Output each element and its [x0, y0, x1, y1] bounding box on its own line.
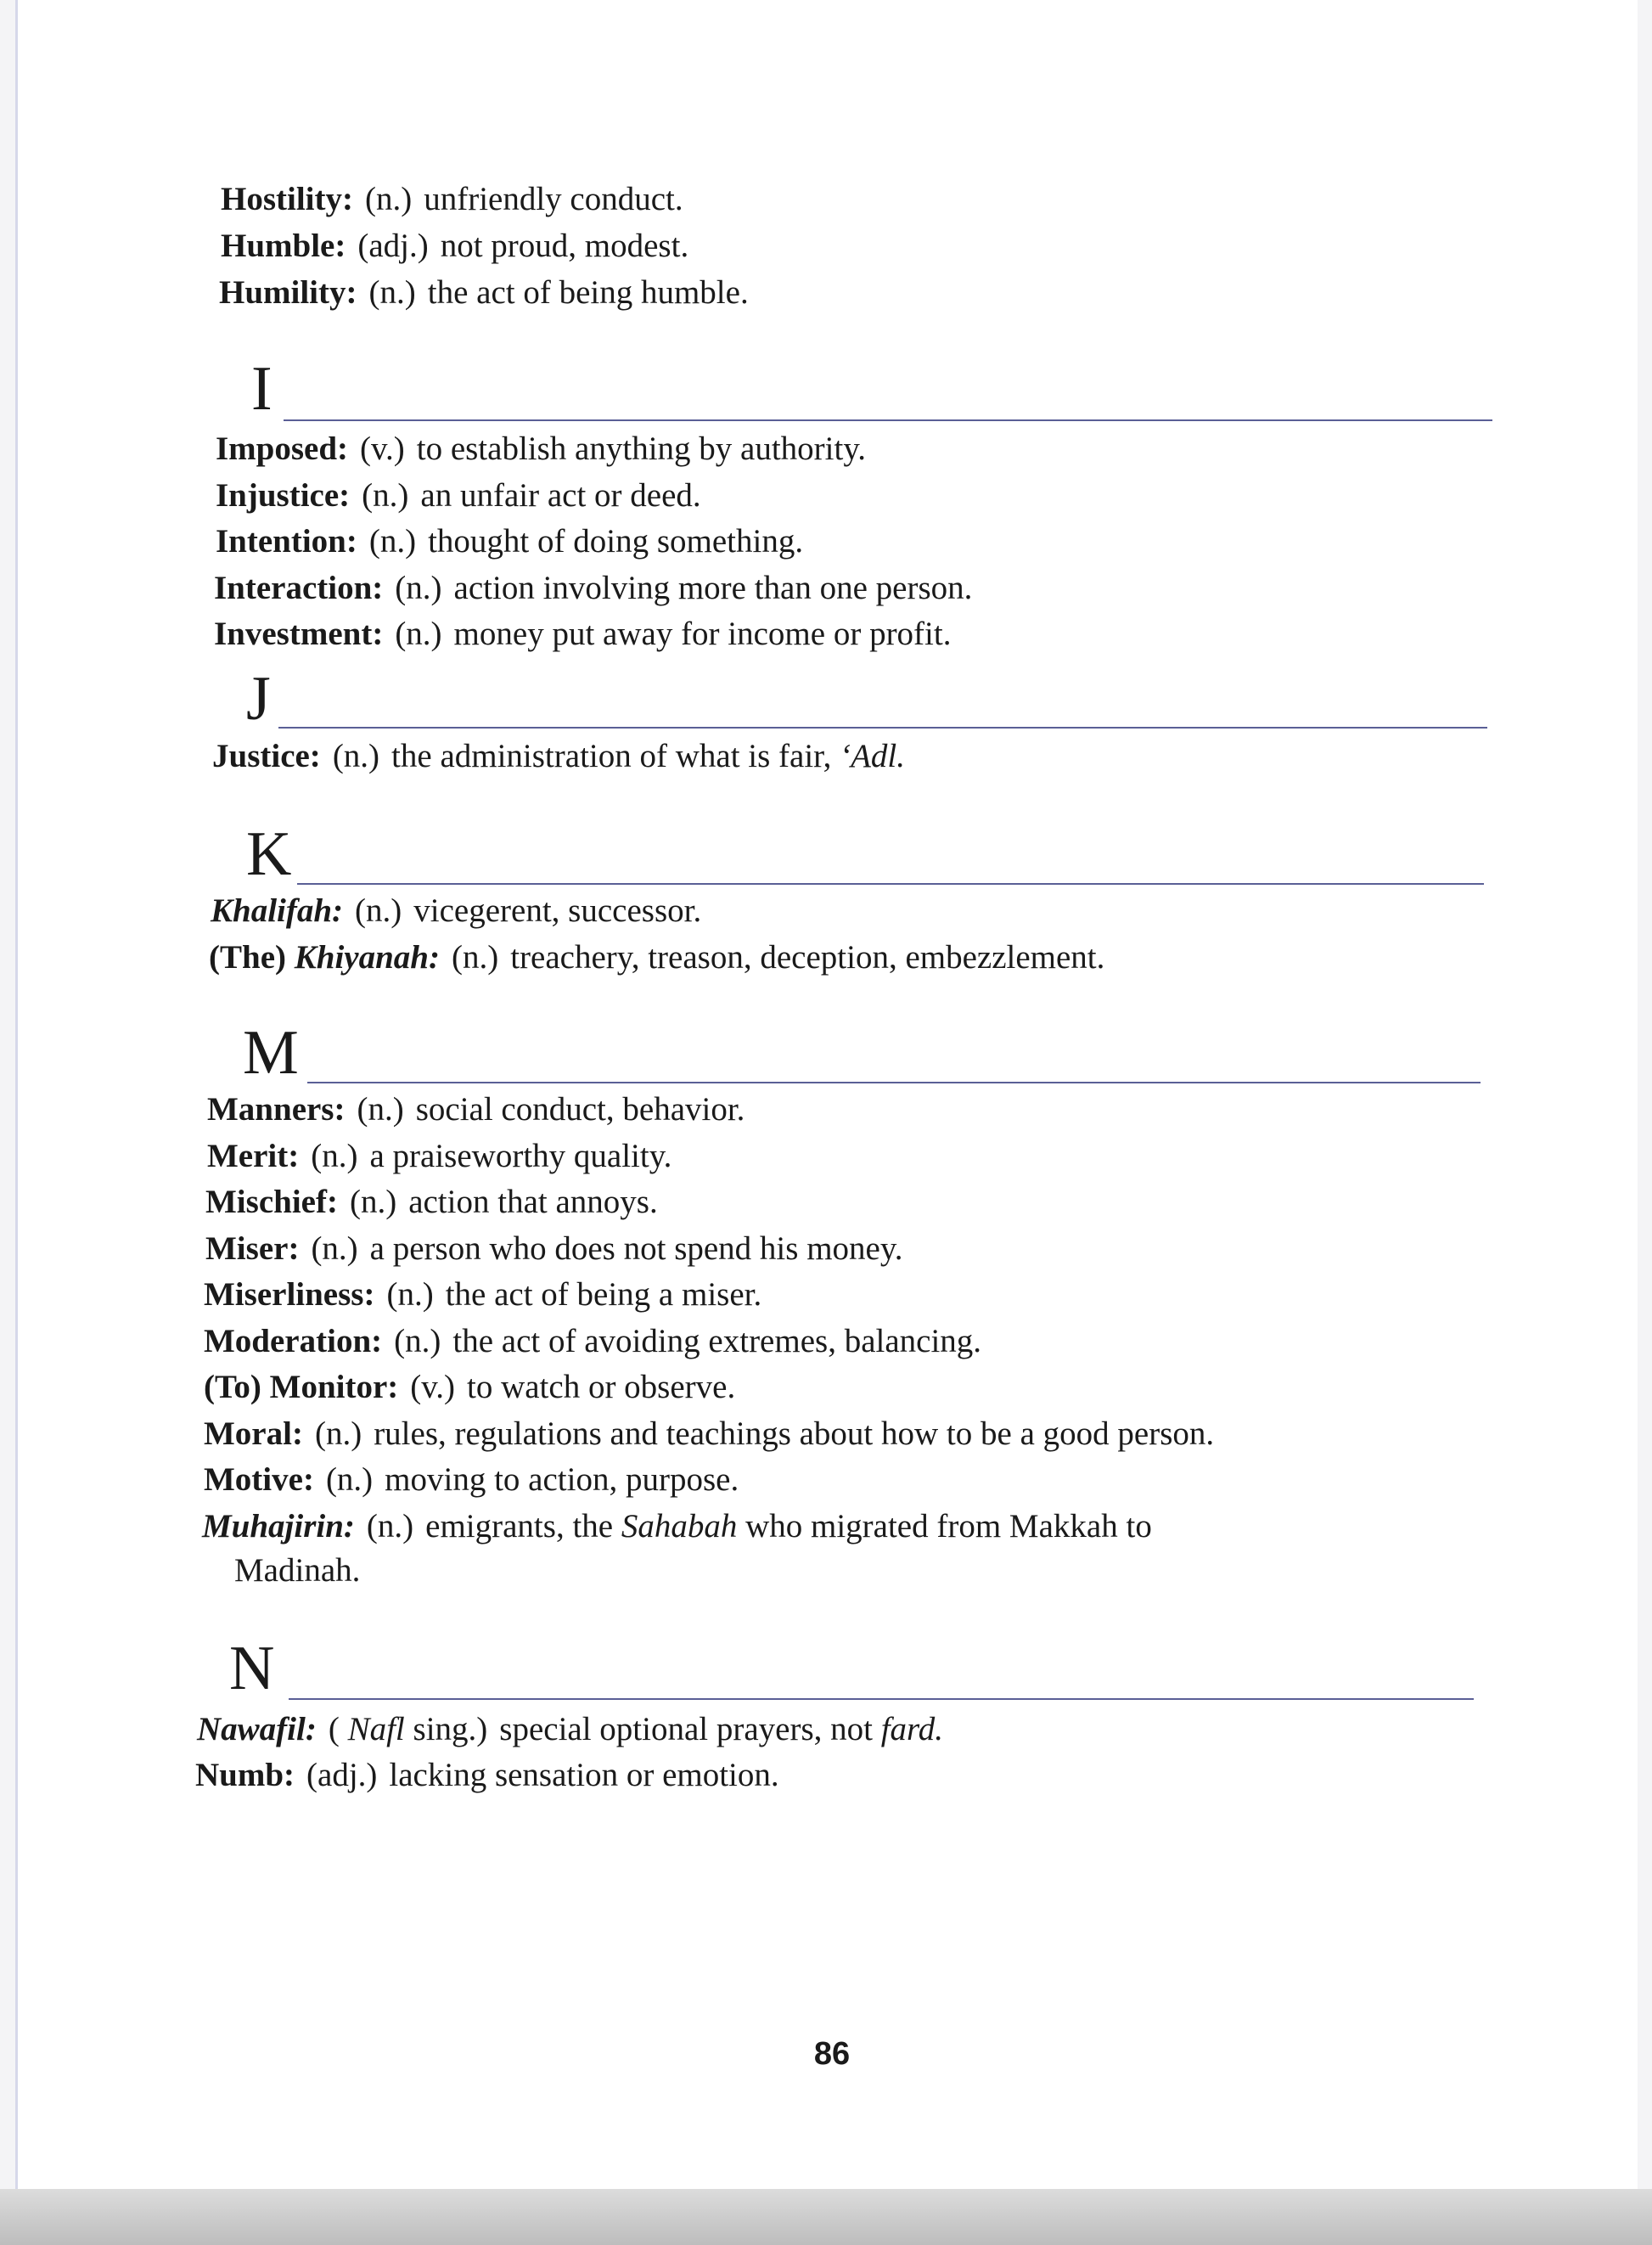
entry-part-of-speech: (adj.) — [306, 1757, 378, 1793]
entry-term: Miserliness: — [204, 1276, 375, 1313]
entry-definition-arabic: Sahabah — [621, 1508, 738, 1544]
entry-definition: moving to action, purpose. — [385, 1461, 739, 1498]
section-divider-i — [284, 419, 1492, 421]
glossary-entry-interaction — [214, 567, 972, 610]
entry-definition-text: the administration of what is fair, — [391, 738, 832, 774]
entry-part-of-speech: (n.) — [395, 616, 442, 652]
entry-part-of-speech: (n.) — [349, 1184, 397, 1220]
entry-definition: unfriendly conduct. — [424, 181, 683, 217]
entry-definition: to establish anything by authority. — [416, 430, 867, 467]
entry-definition: rules, regulations and teachings about how to be a good person. — [374, 1415, 1215, 1452]
entry-definition: treachery, treason, deception, embezzlement. — [510, 939, 1105, 976]
entry-definition-continuation: Madinah. — [234, 1552, 361, 1589]
entry-definition — [425, 1508, 1152, 1544]
entry-part-of-speech: (n.) — [368, 274, 416, 311]
entry-term: Humility: — [219, 274, 357, 311]
entry-term: (To) Monitor: — [204, 1369, 399, 1405]
glossary-entry-moderation — [204, 1320, 981, 1363]
entry-definition — [499, 1711, 943, 1747]
glossary-entry-manners — [207, 1089, 745, 1131]
entry-term: Intention: — [216, 523, 357, 560]
entry-term: Khiyanah: — [294, 939, 440, 976]
glossary-entry-muhajirin-continued — [234, 1550, 360, 1592]
entry-term: Imposed: — [216, 430, 349, 467]
entry-definition: a person who does not spend his money. — [369, 1230, 903, 1267]
entry-term-prefix: (The) — [209, 939, 286, 976]
entry-part-of-speech: (n.) — [355, 892, 402, 929]
section-letter-k: K — [246, 819, 292, 889]
entry-part-of-speech: (n.) — [364, 181, 413, 217]
entry-part-of-speech: (v.) — [410, 1369, 455, 1405]
entry-part-of-speech: (n.) — [386, 1276, 434, 1313]
entry-term: Injustice: — [216, 477, 351, 514]
glossary-entry-investment — [214, 613, 951, 655]
entry-definition: the act of being a miser. — [445, 1276, 762, 1313]
entry-term: Investment: — [214, 616, 384, 652]
entry-term: Moderation: — [204, 1323, 383, 1359]
glossary-entry-motive — [204, 1459, 739, 1501]
glossary-entry-imposed — [216, 428, 866, 470]
entry-part-of-speech: (adj.) — [357, 228, 429, 264]
entry-definition: vicegerent, successor. — [413, 892, 702, 929]
glossary-entry-khiyanah — [209, 937, 1104, 979]
entry-term: Motive: — [204, 1461, 314, 1498]
entry-pos-singular: Nafl — [347, 1711, 405, 1747]
section-divider-m — [307, 1082, 1481, 1083]
entry-term: Interaction: — [214, 570, 384, 606]
page-bottom-edge — [0, 2189, 1652, 2245]
glossary-entry-muhajirin — [202, 1505, 1152, 1548]
entry-part-of-speech: (n.) — [311, 1138, 358, 1174]
entry-definition-text: emigrants, the — [425, 1508, 614, 1544]
section-divider-j — [278, 727, 1487, 729]
glossary-entry-numb — [195, 1754, 779, 1797]
entry-definition: not proud, modest. — [440, 228, 689, 264]
glossary-entry-hostility — [221, 178, 683, 221]
entry-part-of-speech: (n.) — [357, 1091, 404, 1128]
entry-definition: thought of doing something. — [428, 523, 804, 560]
glossary-entry-miser — [205, 1228, 903, 1270]
glossary-entry-miserliness — [204, 1274, 761, 1316]
entry-definition: the act of being humble. — [427, 274, 749, 311]
entry-definition: action that annoys. — [408, 1184, 658, 1220]
entry-definition: action involving more than one person. — [453, 570, 973, 606]
glossary-entry-justice — [212, 735, 905, 778]
entry-part-of-speech: (v.) — [360, 430, 405, 467]
glossary-entry-mischief — [205, 1181, 658, 1224]
entry-term: Miser: — [205, 1230, 300, 1267]
entry-term: Manners: — [207, 1091, 346, 1128]
entry-term: Khalifah: — [211, 892, 344, 929]
entry-part-of-speech: (n.) — [451, 939, 499, 976]
glossary-entry-humility — [219, 272, 749, 314]
entry-definition-text: special optional prayers, not — [499, 1711, 873, 1747]
entry-definition: lacking sensation or emotion. — [389, 1757, 779, 1793]
entry-part-of-speech: (n.) — [394, 1323, 441, 1359]
entry-term: Justice: — [212, 738, 321, 774]
entry-term: Muhajirin: — [202, 1508, 355, 1544]
glossary-entry-moral — [204, 1413, 1214, 1455]
entry-part-of-speech — [329, 1711, 487, 1747]
section-divider-k — [297, 883, 1484, 885]
entry-definition-text-rest: who migrated from Makkah to — [745, 1508, 1152, 1544]
entry-part-of-speech: (n.) — [311, 1230, 358, 1267]
entry-definition: social conduct, behavior. — [415, 1091, 745, 1128]
entry-definition: a praiseworthy quality. — [369, 1138, 672, 1174]
entry-part-of-speech: (n.) — [362, 477, 409, 514]
entry-term: Mischief: — [205, 1184, 338, 1220]
entry-part-of-speech: (n.) — [395, 570, 442, 606]
entry-term: Merit: — [207, 1138, 300, 1174]
page-number: 86 — [813, 2036, 851, 2072]
section-letter-i: I — [251, 354, 273, 424]
entry-part-of-speech: (n.) — [325, 1461, 374, 1498]
entry-part-of-speech: (n.) — [314, 1415, 362, 1452]
entry-definition: an unfair act or deed. — [420, 477, 701, 514]
section-letter-n: N — [229, 1634, 275, 1703]
entry-term: Moral: — [204, 1415, 303, 1452]
glossary-entry-intention — [216, 520, 803, 563]
entry-definition-arabic: fard. — [880, 1711, 944, 1747]
glossary-entry-nawafil — [197, 1708, 943, 1751]
entry-term: Hostility: — [221, 181, 353, 217]
entry-part-of-speech: (n.) — [368, 523, 417, 560]
entry-definition — [391, 738, 905, 774]
glossary-entry-monitor — [204, 1366, 735, 1409]
glossary-entry-khalifah — [211, 890, 701, 932]
entry-term: Nawafil: — [197, 1711, 317, 1747]
entry-term: Humble: — [221, 228, 346, 264]
entry-definition: money put away for income or profit. — [453, 616, 952, 652]
glossary-entry-humble — [221, 225, 688, 267]
section-letter-j: J — [246, 664, 271, 734]
entry-definition: to watch or observe. — [466, 1369, 736, 1405]
entry-pos-open: ( — [328, 1711, 340, 1747]
entry-definition: the act of avoiding extremes, balancing. — [452, 1323, 982, 1359]
entry-pos-close: sing.) — [413, 1711, 488, 1747]
section-divider-n — [289, 1698, 1474, 1700]
entry-part-of-speech: (n.) — [366, 1508, 414, 1544]
entry-definition-arabic: ‘Adl. — [840, 738, 906, 774]
entry-part-of-speech: (n.) — [332, 738, 380, 774]
entry-term: Numb: — [195, 1757, 295, 1793]
section-letter-m: M — [243, 1018, 299, 1088]
glossary-entry-merit — [207, 1135, 671, 1178]
glossary-entry-injustice — [216, 475, 701, 517]
